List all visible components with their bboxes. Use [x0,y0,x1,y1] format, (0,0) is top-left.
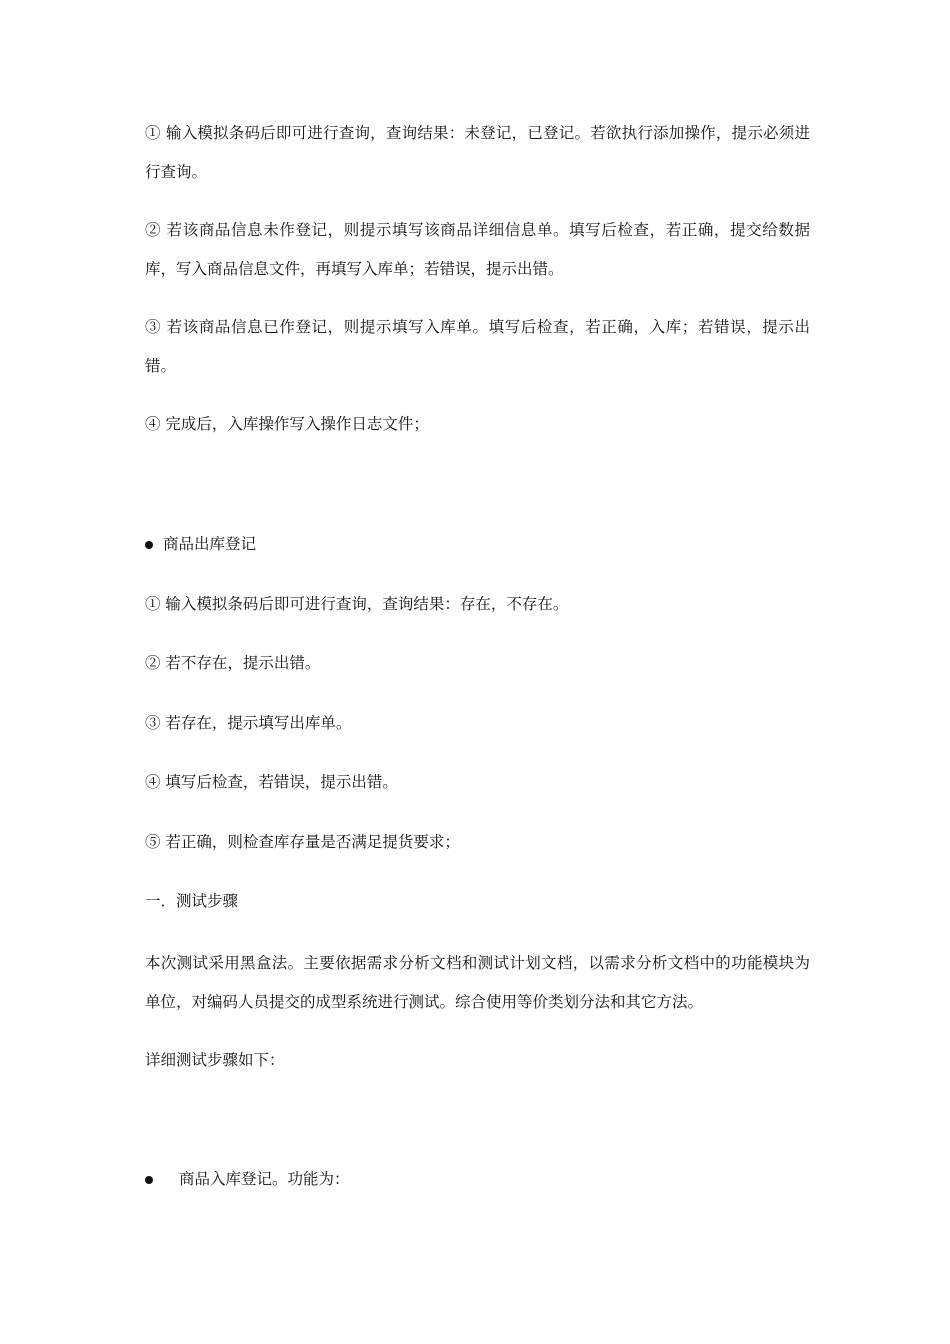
outbound-heading-line [145,525,256,564]
inbound-step-2: ② 若该商品信息未作登记，则提示填写该商品详细信息单。填写后检查，若正确，提交给数据库，写入商品信息文件，再填写入库单；若错误，提示出错。 [145,221,810,278]
outbound-heading: 商品出库登记 [163,535,257,553]
outbound-step-3: ③ 若存在，提示填写出库单。 [145,714,352,732]
outbound-step-1: ① 输入模拟条码后即可进行查询，查询结果：存在，不存在。 [145,595,569,613]
inbound-heading: 商品入库登记。功能为： [179,1170,350,1188]
outbound-step-5: ⑤ 若正确，则检查库存量是否满足提货要求； [145,833,460,851]
bullet-icon [145,541,153,549]
section-heading-test-steps: 一．测试步骤 [145,892,239,910]
outbound-step-4: ④ 填写后检查，若错误，提示出错。 [145,773,398,791]
detail-steps-intro: 详细测试步骤如下： [145,1051,285,1069]
test-method-paragraph: 本次测试采用黑盒法。主要依据需求分析文档和测试计划文档，以需求分析文档中的功能模块为单位，对编码人员提交的成型系统进行测试。综合使用等价类划分法和其它方法。 [145,954,810,1011]
inbound-step-1: ① 输入模拟条码后即可进行查询，查询结果：未登记，已登记。若欲执行添加操作，提示必须进行查询。 [145,124,810,181]
inbound-step-4: ④ 完成后，入库操作写入操作日志文件； [145,415,429,433]
inbound-step-3: ③ 若该商品信息已作登记，则提示填写入库单。填写后检查，若正确，入库；若错误，提示出错。 [145,318,810,375]
outbound-step-2: ② 若不存在，提示出错。 [145,654,321,672]
bullet-icon [145,1176,153,1184]
inbound-heading-line [145,1160,350,1199]
